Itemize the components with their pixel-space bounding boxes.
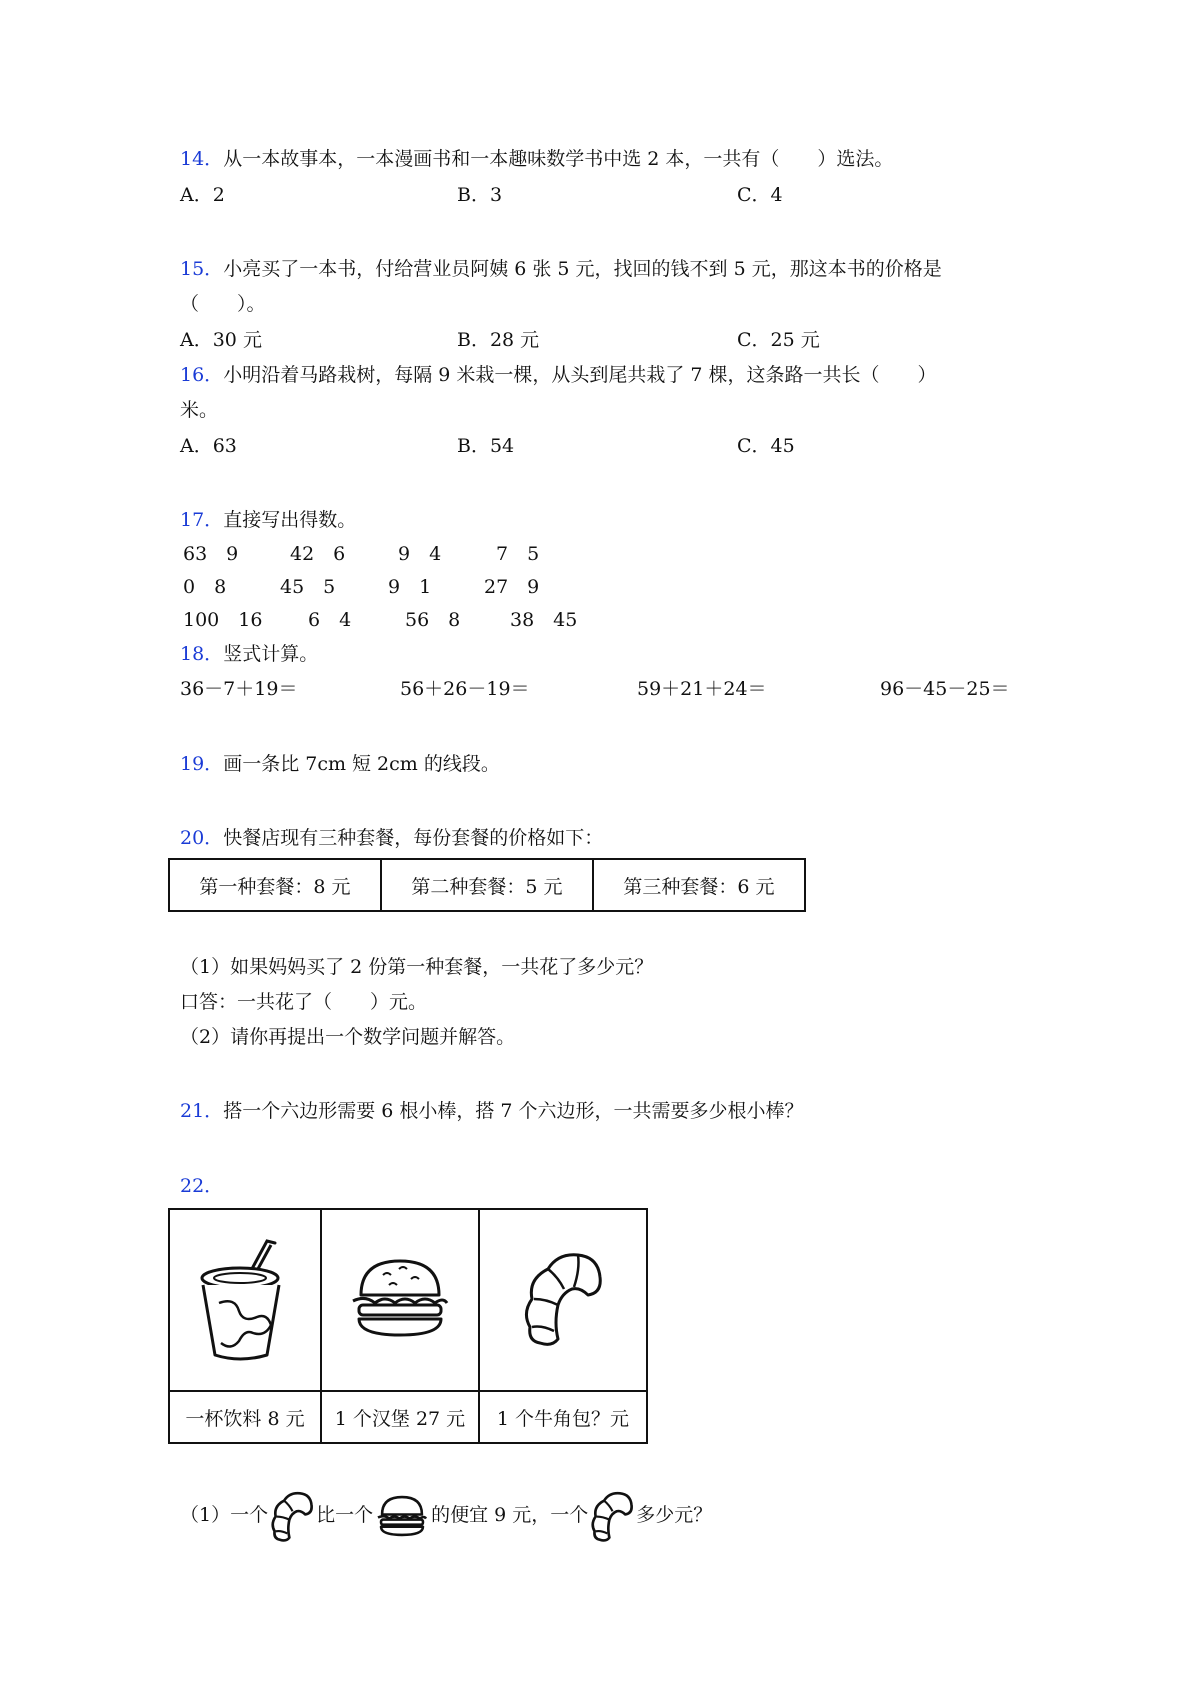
meal-price-table — [168, 858, 806, 912]
drink-cup-icon — [195, 1233, 295, 1363]
question-text: 小明沿着马路栽树，每隔 9 米栽一棵，从头到尾共栽了 7 棵，这条路一共长（ ） — [223, 364, 937, 386]
question-number: 20． — [180, 827, 224, 849]
mental-math-item: 63 9 — [183, 543, 239, 565]
question-19 — [180, 751, 500, 777]
mental-math-item: 56 8 — [405, 609, 461, 631]
option-c: C．45 — [737, 435, 795, 457]
meal-price-cell: 第二种套餐：5 元 — [381, 859, 593, 911]
food-price-label: 一杯饮料 8 元 — [169, 1391, 321, 1443]
food-picture-cell — [479, 1209, 647, 1391]
oral-answer: 口答：一共花了（ ）元。 — [180, 991, 428, 1013]
mental-math-item: 38 45 — [510, 609, 578, 631]
question-14 — [180, 146, 893, 172]
sub-text: 比一个 — [316, 1504, 374, 1526]
sub-text: 的便宜 9 元，一个 — [431, 1504, 589, 1526]
question-16 — [180, 362, 937, 388]
question-number: 19． — [180, 753, 224, 775]
question-number: 21． — [180, 1100, 224, 1122]
vertical-calc-item: 36－7＋19＝ — [180, 678, 298, 700]
food-price-table — [168, 1208, 648, 1444]
question-22 — [180, 1173, 223, 1199]
mental-math-item: 0 8 — [183, 576, 227, 598]
question-18 — [180, 641, 318, 667]
mental-math-item: 6 4 — [308, 609, 352, 631]
option-a: A．63 — [180, 435, 237, 457]
question-number: 14． — [180, 148, 224, 170]
vertical-calc-item: 56＋26－19＝ — [400, 678, 530, 700]
question-20 — [180, 825, 603, 851]
question-21 — [180, 1098, 804, 1124]
question-text: 快餐店现有三种套餐，每份套餐的价格如下： — [223, 827, 604, 849]
mental-math-item: 100 16 — [183, 609, 263, 631]
option-c: C．4 — [737, 184, 783, 206]
option-a: A．30 元 — [180, 329, 262, 351]
question-17 — [180, 507, 356, 533]
question-number: 18． — [180, 643, 224, 665]
mental-math-item: 9 1 — [388, 576, 432, 598]
mental-math-item: 7 5 — [496, 543, 540, 565]
sub-text: 多少元？ — [636, 1504, 713, 1526]
meal-price-cell: 第三种套餐：6 元 — [593, 859, 805, 911]
question-text: 直接写出得数。 — [223, 509, 357, 531]
question-text-cont: 米。 — [180, 399, 219, 421]
croissant-icon — [268, 1487, 316, 1545]
option-c: C．25 元 — [737, 329, 820, 351]
question-text: 画一条比 7cm 短 2cm 的线段。 — [223, 753, 500, 775]
question-number: 22． — [180, 1175, 224, 1197]
option-a: A．2 — [180, 184, 225, 206]
question-text: 竖式计算。 — [223, 643, 319, 665]
question-number: 16． — [180, 364, 224, 386]
sub-question-1: （1）如果妈妈买了 2 份第一种套餐，一共花了多少元？ — [180, 956, 654, 978]
question-text: 搭一个六边形需要 6 根小棒，搭 7 个六边形，一共需要多少根小棒？ — [223, 1100, 804, 1122]
question-text-cont: （ ）。 — [180, 293, 266, 315]
food-picture-cell — [321, 1209, 479, 1391]
sub-question-2: （2）请你再提出一个数学问题并解答。 — [180, 1026, 516, 1048]
option-b: B．54 — [457, 435, 515, 457]
mental-math-item: 45 5 — [280, 576, 336, 598]
question-15 — [180, 256, 942, 282]
vertical-calc-item: 59＋21＋24＝ — [637, 678, 767, 700]
question-number: 17． — [180, 509, 224, 531]
hamburger-icon — [373, 1493, 431, 1539]
sub-question-1 — [180, 1485, 712, 1545]
food-price-label: 1 个牛角包？元 — [479, 1391, 647, 1443]
vertical-calc-item: 96－45－25＝ — [880, 678, 1010, 700]
sub-text: （1）一个 — [180, 1504, 269, 1526]
croissant-icon — [588, 1487, 636, 1545]
food-picture-cell — [169, 1209, 321, 1391]
mental-math-item: 42 6 — [290, 543, 346, 565]
mental-math-item: 27 9 — [484, 576, 540, 598]
mental-math-item: 9 4 — [398, 543, 442, 565]
question-text: 从一本故事本，一本漫画书和一本趣味数学书中选 2 本，一共有（ ）选法。 — [223, 148, 894, 170]
option-b: B．3 — [457, 184, 503, 206]
food-price-label: 1 个汉堡 27 元 — [321, 1391, 479, 1443]
question-number: 15． — [180, 258, 224, 280]
option-b: B．28 元 — [457, 329, 540, 351]
hamburger-icon — [345, 1253, 455, 1343]
meal-price-cell: 第一种套餐：8 元 — [169, 859, 381, 911]
croissant-icon — [518, 1243, 608, 1353]
question-text: 小亮买了一本书，付给营业员阿姨 6 张 5 元，找回的钱不到 5 元，那这本书的价格是 — [223, 258, 942, 280]
